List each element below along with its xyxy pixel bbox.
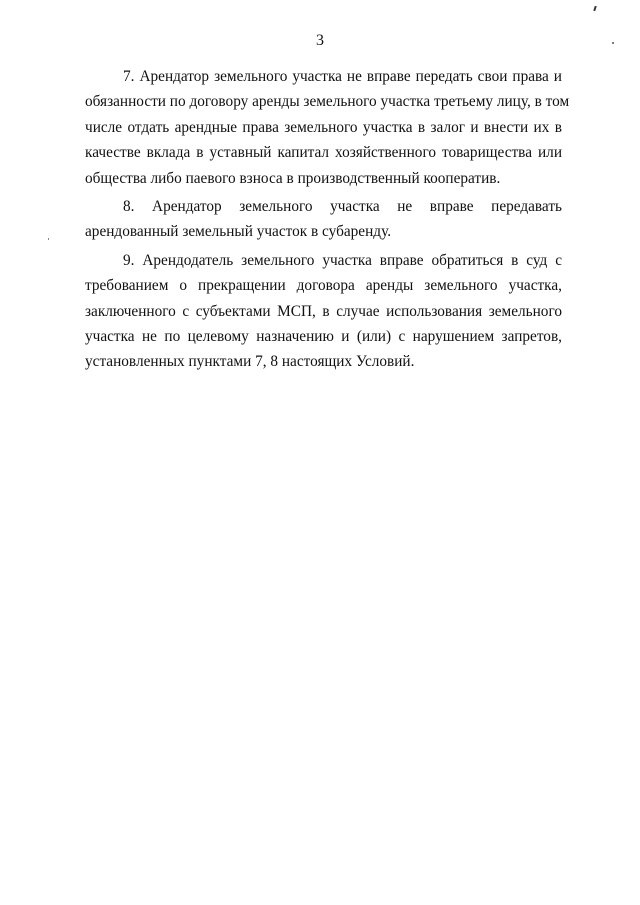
page-number: 3 [316,32,324,49]
text-line: заключенного с субъектами МСП, в случае использования земельного [85,302,562,320]
text-line: 7. Арендатор земельного участка не вправе передать свои права и [123,68,562,85]
text-line: 8. Арендатор земельного участка не вправе передавать [123,198,562,216]
text-line: обязанности по договору аренды земельного участка третьему лицу, в том [85,93,570,111]
text-line: общества либо паевого взноса в производственный кооператив. [85,169,501,187]
paragraph-7 [85,64,570,191]
text-line: требованием о прекращении договора аренды земельного участка, [85,277,562,295]
text-line: участка не по целевому назначению и (или) с нарушением запретов, [85,328,562,346]
text-line: 9. Арендодатель земельного участка вправе обратиться в суд с [123,251,562,269]
text-line: числе отдать арендные права земельного участка в залог и внести их в [85,118,562,136]
scan-dot [48,238,49,240]
paragraph-9 [85,248,562,375]
scan-mark [593,6,596,11]
paragraph-8 [85,194,562,245]
text-line: арендованный земельный участок в субаренду. [85,223,392,241]
text-line: качестве вклада в уставный капитал хозяйственного товарищества или [85,144,562,162]
text-line: установленных пунктами 7, 8 настоящих Условий. [85,353,415,371]
document-body [85,64,570,378]
